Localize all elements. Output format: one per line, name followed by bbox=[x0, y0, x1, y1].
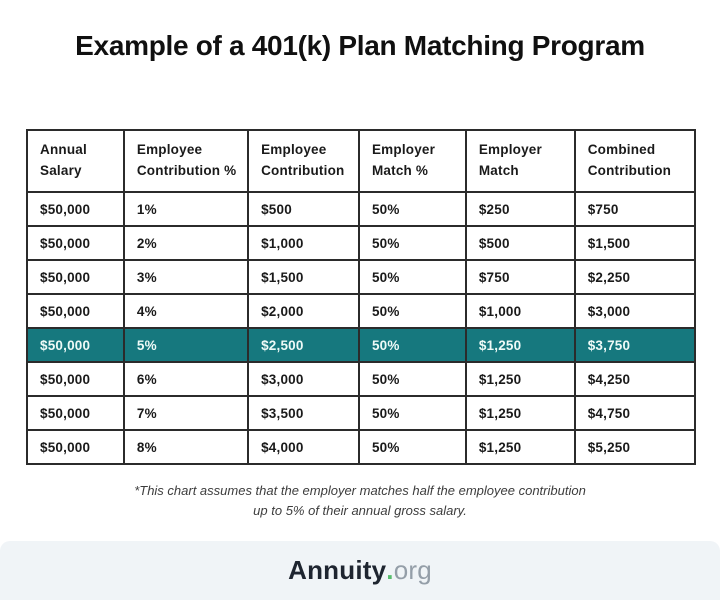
table-cell: $5,250 bbox=[575, 430, 695, 464]
table-row bbox=[27, 226, 695, 260]
table-cell: 50% bbox=[359, 226, 466, 260]
table-header-row bbox=[27, 130, 695, 192]
table-cell: $50,000 bbox=[27, 430, 124, 464]
table-cell: $1,250 bbox=[466, 362, 575, 396]
table-cell: 8% bbox=[124, 430, 248, 464]
table-cell: $3,750 bbox=[575, 328, 695, 362]
table-cell: $1,000 bbox=[466, 294, 575, 328]
table-row bbox=[27, 396, 695, 430]
table-cell: 50% bbox=[359, 396, 466, 430]
table-cell: $2,000 bbox=[248, 294, 359, 328]
table-cell: $4,250 bbox=[575, 362, 695, 396]
table-row bbox=[27, 430, 695, 464]
logo-brand-text: Annuity bbox=[288, 555, 387, 585]
table-cell: $50,000 bbox=[27, 328, 124, 362]
table-cell: $50,000 bbox=[27, 294, 124, 328]
matching-program-table-container bbox=[26, 129, 696, 465]
table-cell: $3,500 bbox=[248, 396, 359, 430]
footer-bar bbox=[0, 541, 720, 600]
table-cell: $500 bbox=[248, 192, 359, 226]
table-cell: $1,250 bbox=[466, 430, 575, 464]
column-header-annual-salary: Annual Salary bbox=[27, 130, 124, 192]
table-row bbox=[27, 260, 695, 294]
column-header-employee-contribution-pct: Employee Contribution % bbox=[124, 130, 248, 192]
column-header-employer-match: Employer Match bbox=[466, 130, 575, 192]
table-cell: $50,000 bbox=[27, 226, 124, 260]
logo-tld-text: org bbox=[393, 555, 432, 585]
table-row bbox=[27, 362, 695, 396]
table-row bbox=[27, 294, 695, 328]
table-cell: $2,250 bbox=[575, 260, 695, 294]
footnote bbox=[0, 481, 720, 521]
table-cell: 50% bbox=[359, 430, 466, 464]
table-cell: $250 bbox=[466, 192, 575, 226]
table-cell: $4,750 bbox=[575, 396, 695, 430]
table-body bbox=[27, 192, 695, 464]
table-cell: $50,000 bbox=[27, 260, 124, 294]
table-cell: $50,000 bbox=[27, 192, 124, 226]
table-cell: 3% bbox=[124, 260, 248, 294]
page-title: Example of a 401(k) Plan Matching Program bbox=[75, 30, 645, 61]
table-cell: $50,000 bbox=[27, 396, 124, 430]
table-cell: $1,250 bbox=[466, 328, 575, 362]
table-cell: $1,500 bbox=[248, 260, 359, 294]
table-cell: $4,000 bbox=[248, 430, 359, 464]
table-cell: 50% bbox=[359, 260, 466, 294]
matching-program-table bbox=[26, 129, 696, 465]
table-cell: $3,000 bbox=[248, 362, 359, 396]
column-header-combined-contribution: Combined Contribution bbox=[575, 130, 695, 192]
table-row-highlighted bbox=[27, 328, 695, 362]
column-header-employer-match-pct: Employer Match % bbox=[359, 130, 466, 192]
table-cell: $3,000 bbox=[575, 294, 695, 328]
table-cell: 2% bbox=[124, 226, 248, 260]
annuity-org-logo bbox=[288, 555, 432, 586]
table-cell: 6% bbox=[124, 362, 248, 396]
column-header-employee-contribution: Employee Contribution bbox=[248, 130, 359, 192]
table-cell: $2,500 bbox=[248, 328, 359, 362]
logo-dot: . bbox=[386, 555, 394, 585]
table-cell: 50% bbox=[359, 192, 466, 226]
table-cell: $750 bbox=[575, 192, 695, 226]
table-cell: $1,500 bbox=[575, 226, 695, 260]
table-cell: $750 bbox=[466, 260, 575, 294]
table-cell: 50% bbox=[359, 328, 466, 362]
table-cell: $500 bbox=[466, 226, 575, 260]
table-cell: 1% bbox=[124, 192, 248, 226]
footnote-line-2: up to 5% of their annual gross salary. bbox=[253, 503, 467, 519]
table-cell: 4% bbox=[124, 294, 248, 328]
table-cell: 5% bbox=[124, 328, 248, 362]
table-cell: $1,000 bbox=[248, 226, 359, 260]
table-cell: $1,250 bbox=[466, 396, 575, 430]
table-cell: 50% bbox=[359, 362, 466, 396]
table-cell: 50% bbox=[359, 294, 466, 328]
table-cell: 7% bbox=[124, 396, 248, 430]
table-row bbox=[27, 192, 695, 226]
footnote-line-1: *This chart assumes that the employer matches half the employee contribution bbox=[134, 483, 586, 498]
table-cell: $50,000 bbox=[27, 362, 124, 396]
